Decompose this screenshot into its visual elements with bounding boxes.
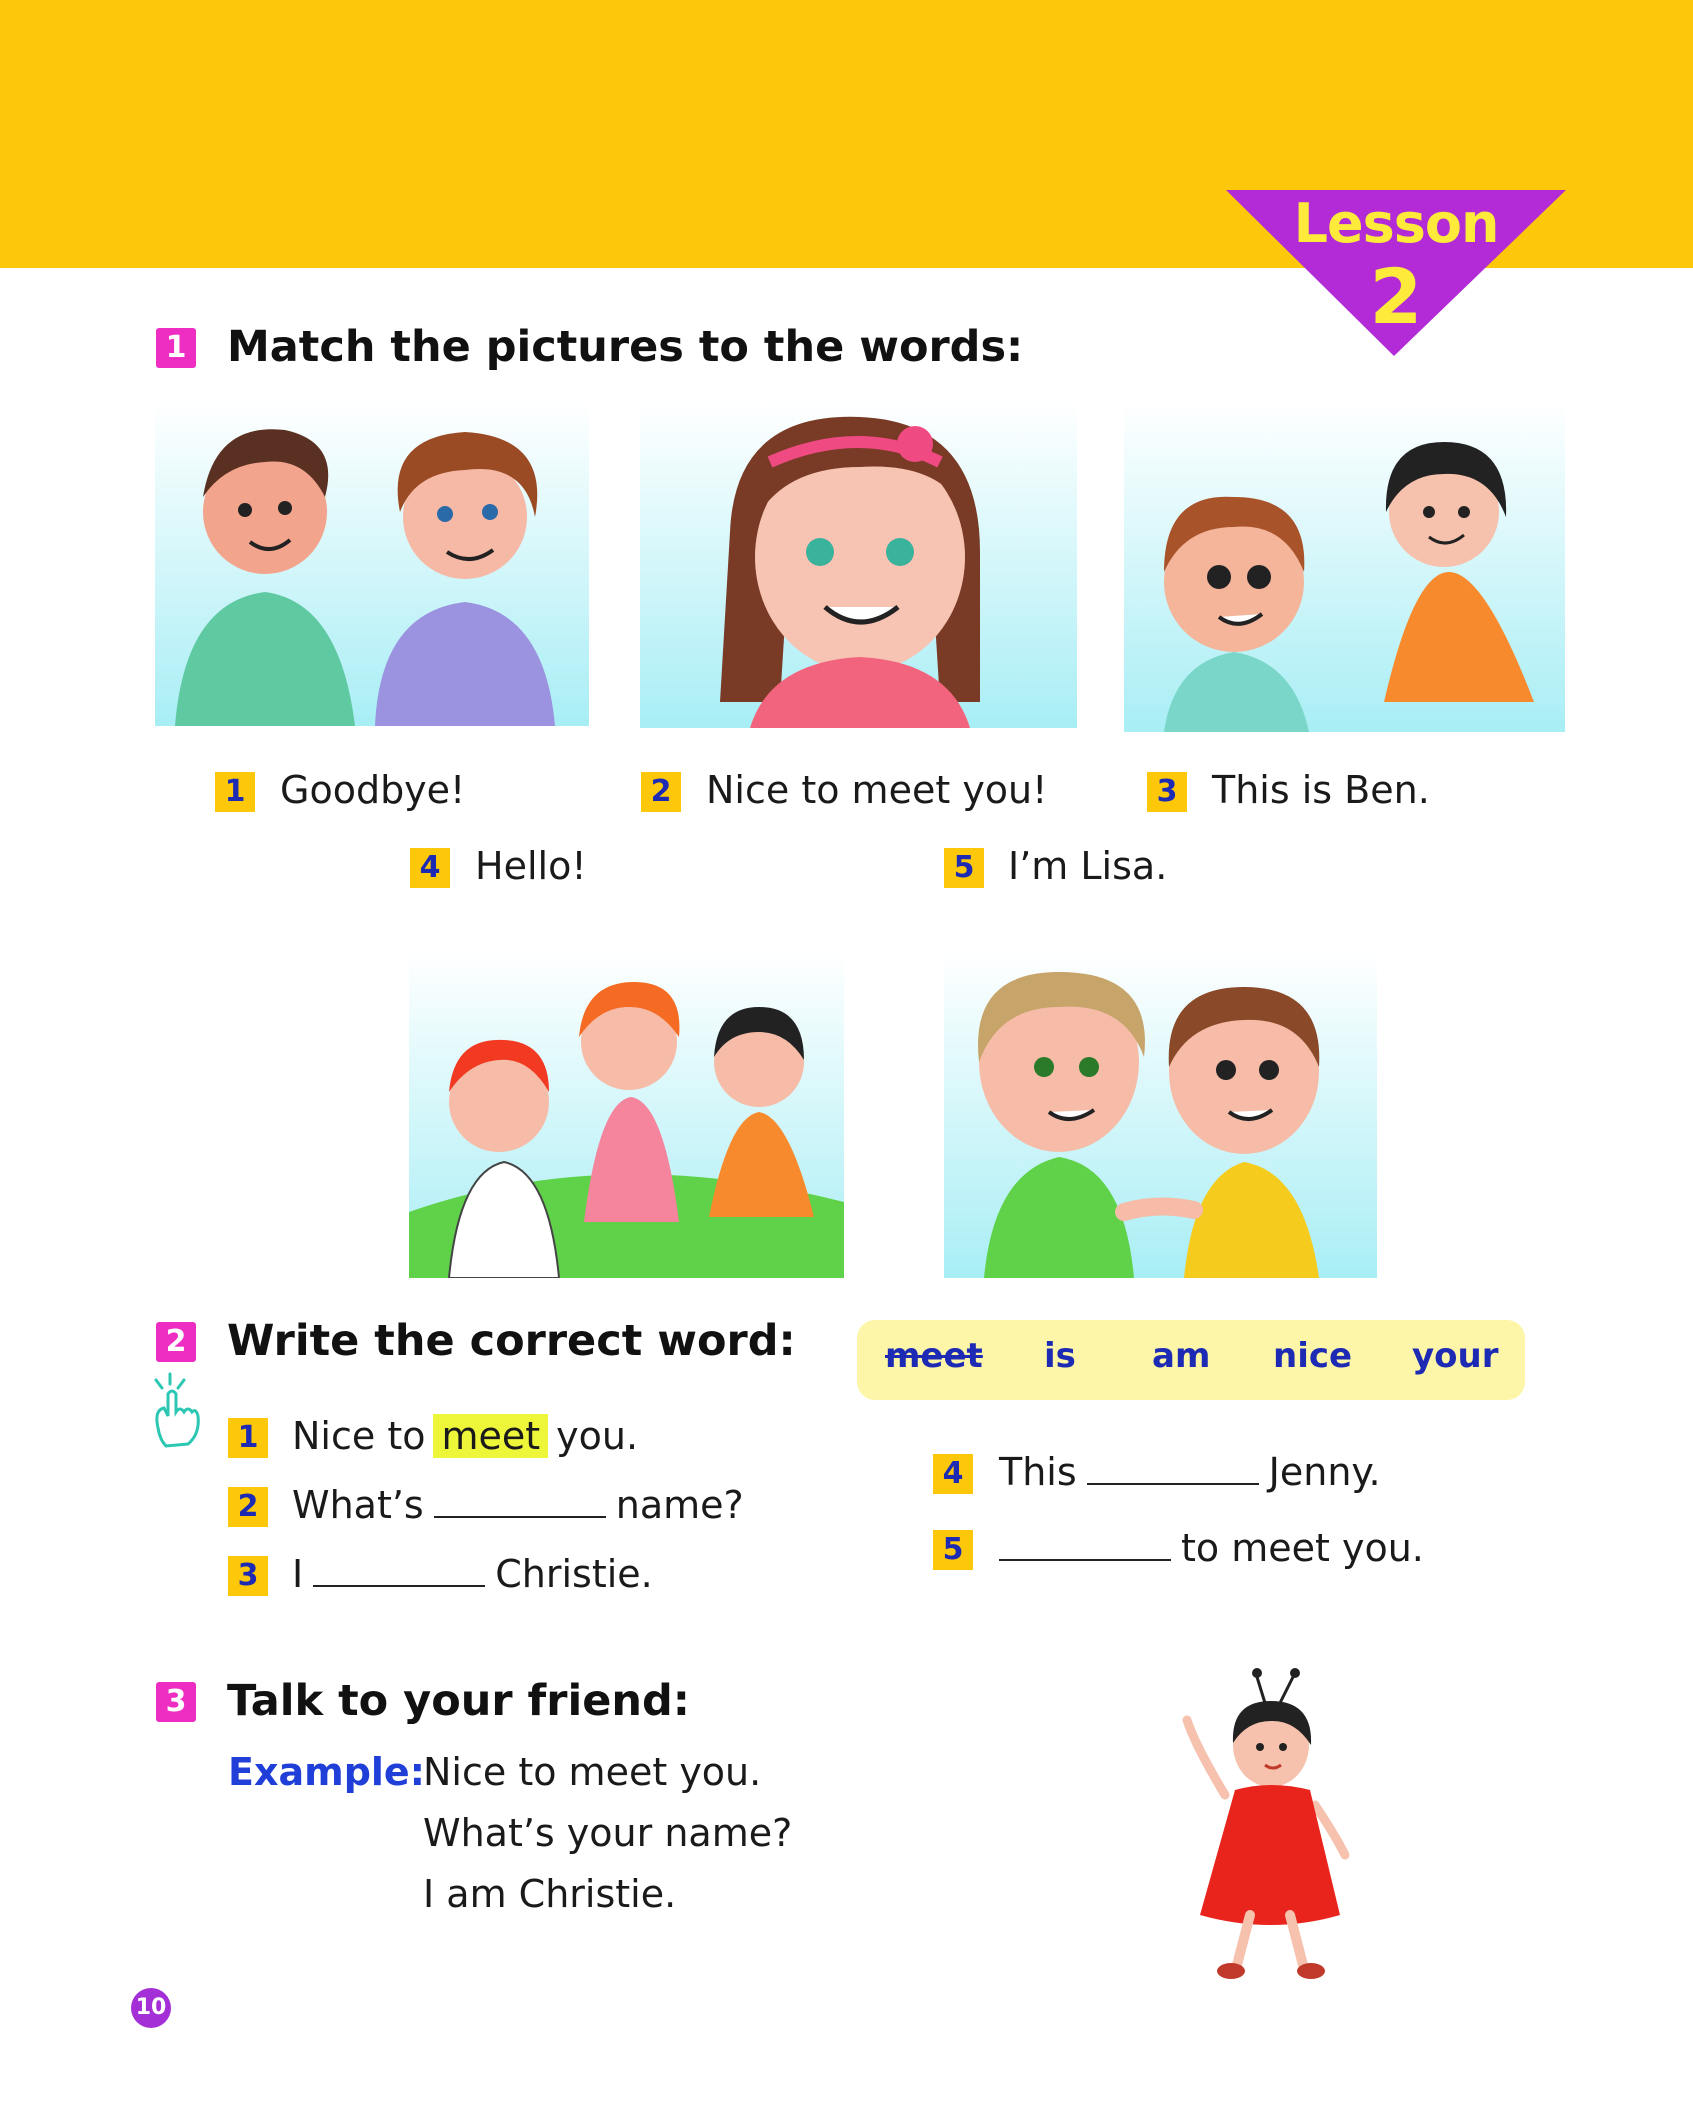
section-2-badge: 2 xyxy=(156,1322,196,1362)
match-item-4-text: Hello! xyxy=(475,844,587,888)
write-item-1-answer: meet xyxy=(433,1414,548,1458)
word-bank-word-4: nice xyxy=(1273,1336,1353,1376)
match-item-1-text: Goodbye! xyxy=(280,768,466,812)
write-item-2-after: name? xyxy=(615,1483,744,1527)
write-item-5-blank[interactable] xyxy=(999,1529,1171,1561)
match-item-3-text: This is Ben. xyxy=(1212,768,1430,812)
write-item-5-number: 5 xyxy=(933,1530,973,1570)
match-item-1-number: 1 xyxy=(215,772,255,812)
section-1-badge: 1 xyxy=(156,328,196,368)
write-item-1-sentence xyxy=(292,1414,638,1458)
write-item-5-sentence xyxy=(989,1526,1424,1570)
example-line-1: Nice to meet you. xyxy=(423,1750,762,1794)
write-item-5-after: to meet you. xyxy=(1181,1526,1424,1570)
match-item-5-number: 5 xyxy=(944,848,984,888)
write-item-2-before: What’s xyxy=(292,1483,424,1527)
write-item-3-after: Christie. xyxy=(495,1552,653,1596)
word-bank-word-2: is xyxy=(1044,1336,1076,1376)
write-item-2-blank[interactable] xyxy=(434,1486,606,1518)
write-item-4-number: 4 xyxy=(933,1454,973,1494)
word-bank-word-1: meet xyxy=(885,1336,983,1376)
pointing-hand-icon xyxy=(148,1370,206,1452)
match-item-4-number: 4 xyxy=(410,848,450,888)
picture-two-boys-greeting xyxy=(155,402,589,726)
match-item-2-text: Nice to meet you! xyxy=(706,768,1048,812)
picture-two-boys-shaking-hands xyxy=(944,952,1377,1278)
match-item-5-text: I’m Lisa. xyxy=(1008,844,1168,888)
picture-three-girls-waving xyxy=(409,952,844,1278)
example-label: Example: xyxy=(228,1750,425,1794)
write-item-2-number: 2 xyxy=(228,1487,268,1527)
word-bank-word-5: your xyxy=(1412,1336,1499,1376)
section-2-title: Write the correct word: xyxy=(227,1316,796,1366)
picture-boy-and-girl-waving xyxy=(1124,402,1565,732)
write-item-3-before: I xyxy=(292,1552,304,1596)
lesson-label: Lesson xyxy=(1293,192,1499,255)
write-item-1-number: 1 xyxy=(228,1418,268,1458)
picture-girl-walking xyxy=(1165,1665,1365,1990)
write-item-1-after: you. xyxy=(556,1414,639,1458)
section-3-title: Talk to your friend: xyxy=(227,1676,690,1726)
word-bank-word-3: am xyxy=(1152,1336,1211,1376)
write-item-4-before: This xyxy=(999,1450,1077,1494)
write-item-4-after: Jenny. xyxy=(1268,1450,1381,1494)
write-item-4-blank[interactable] xyxy=(1087,1453,1259,1485)
lesson-number: 2 xyxy=(1369,252,1423,341)
page-number: 10 xyxy=(131,1988,171,2028)
example-line-2: What’s your name? xyxy=(423,1811,793,1855)
write-item-3-blank[interactable] xyxy=(313,1555,485,1587)
section-1-title: Match the pictures to the words: xyxy=(227,322,1024,372)
section-3-badge: 3 xyxy=(156,1682,196,1722)
write-item-4-sentence xyxy=(999,1450,1381,1494)
write-item-1-before: Nice to xyxy=(292,1414,426,1458)
write-item-2-sentence xyxy=(292,1483,744,1527)
match-item-2-number: 2 xyxy=(641,772,681,812)
picture-girl-introducing xyxy=(640,402,1077,728)
write-item-3-sentence xyxy=(292,1552,653,1596)
match-item-3-number: 3 xyxy=(1147,772,1187,812)
example-line-3: I am Christie. xyxy=(423,1872,677,1916)
write-item-3-number: 3 xyxy=(228,1556,268,1596)
